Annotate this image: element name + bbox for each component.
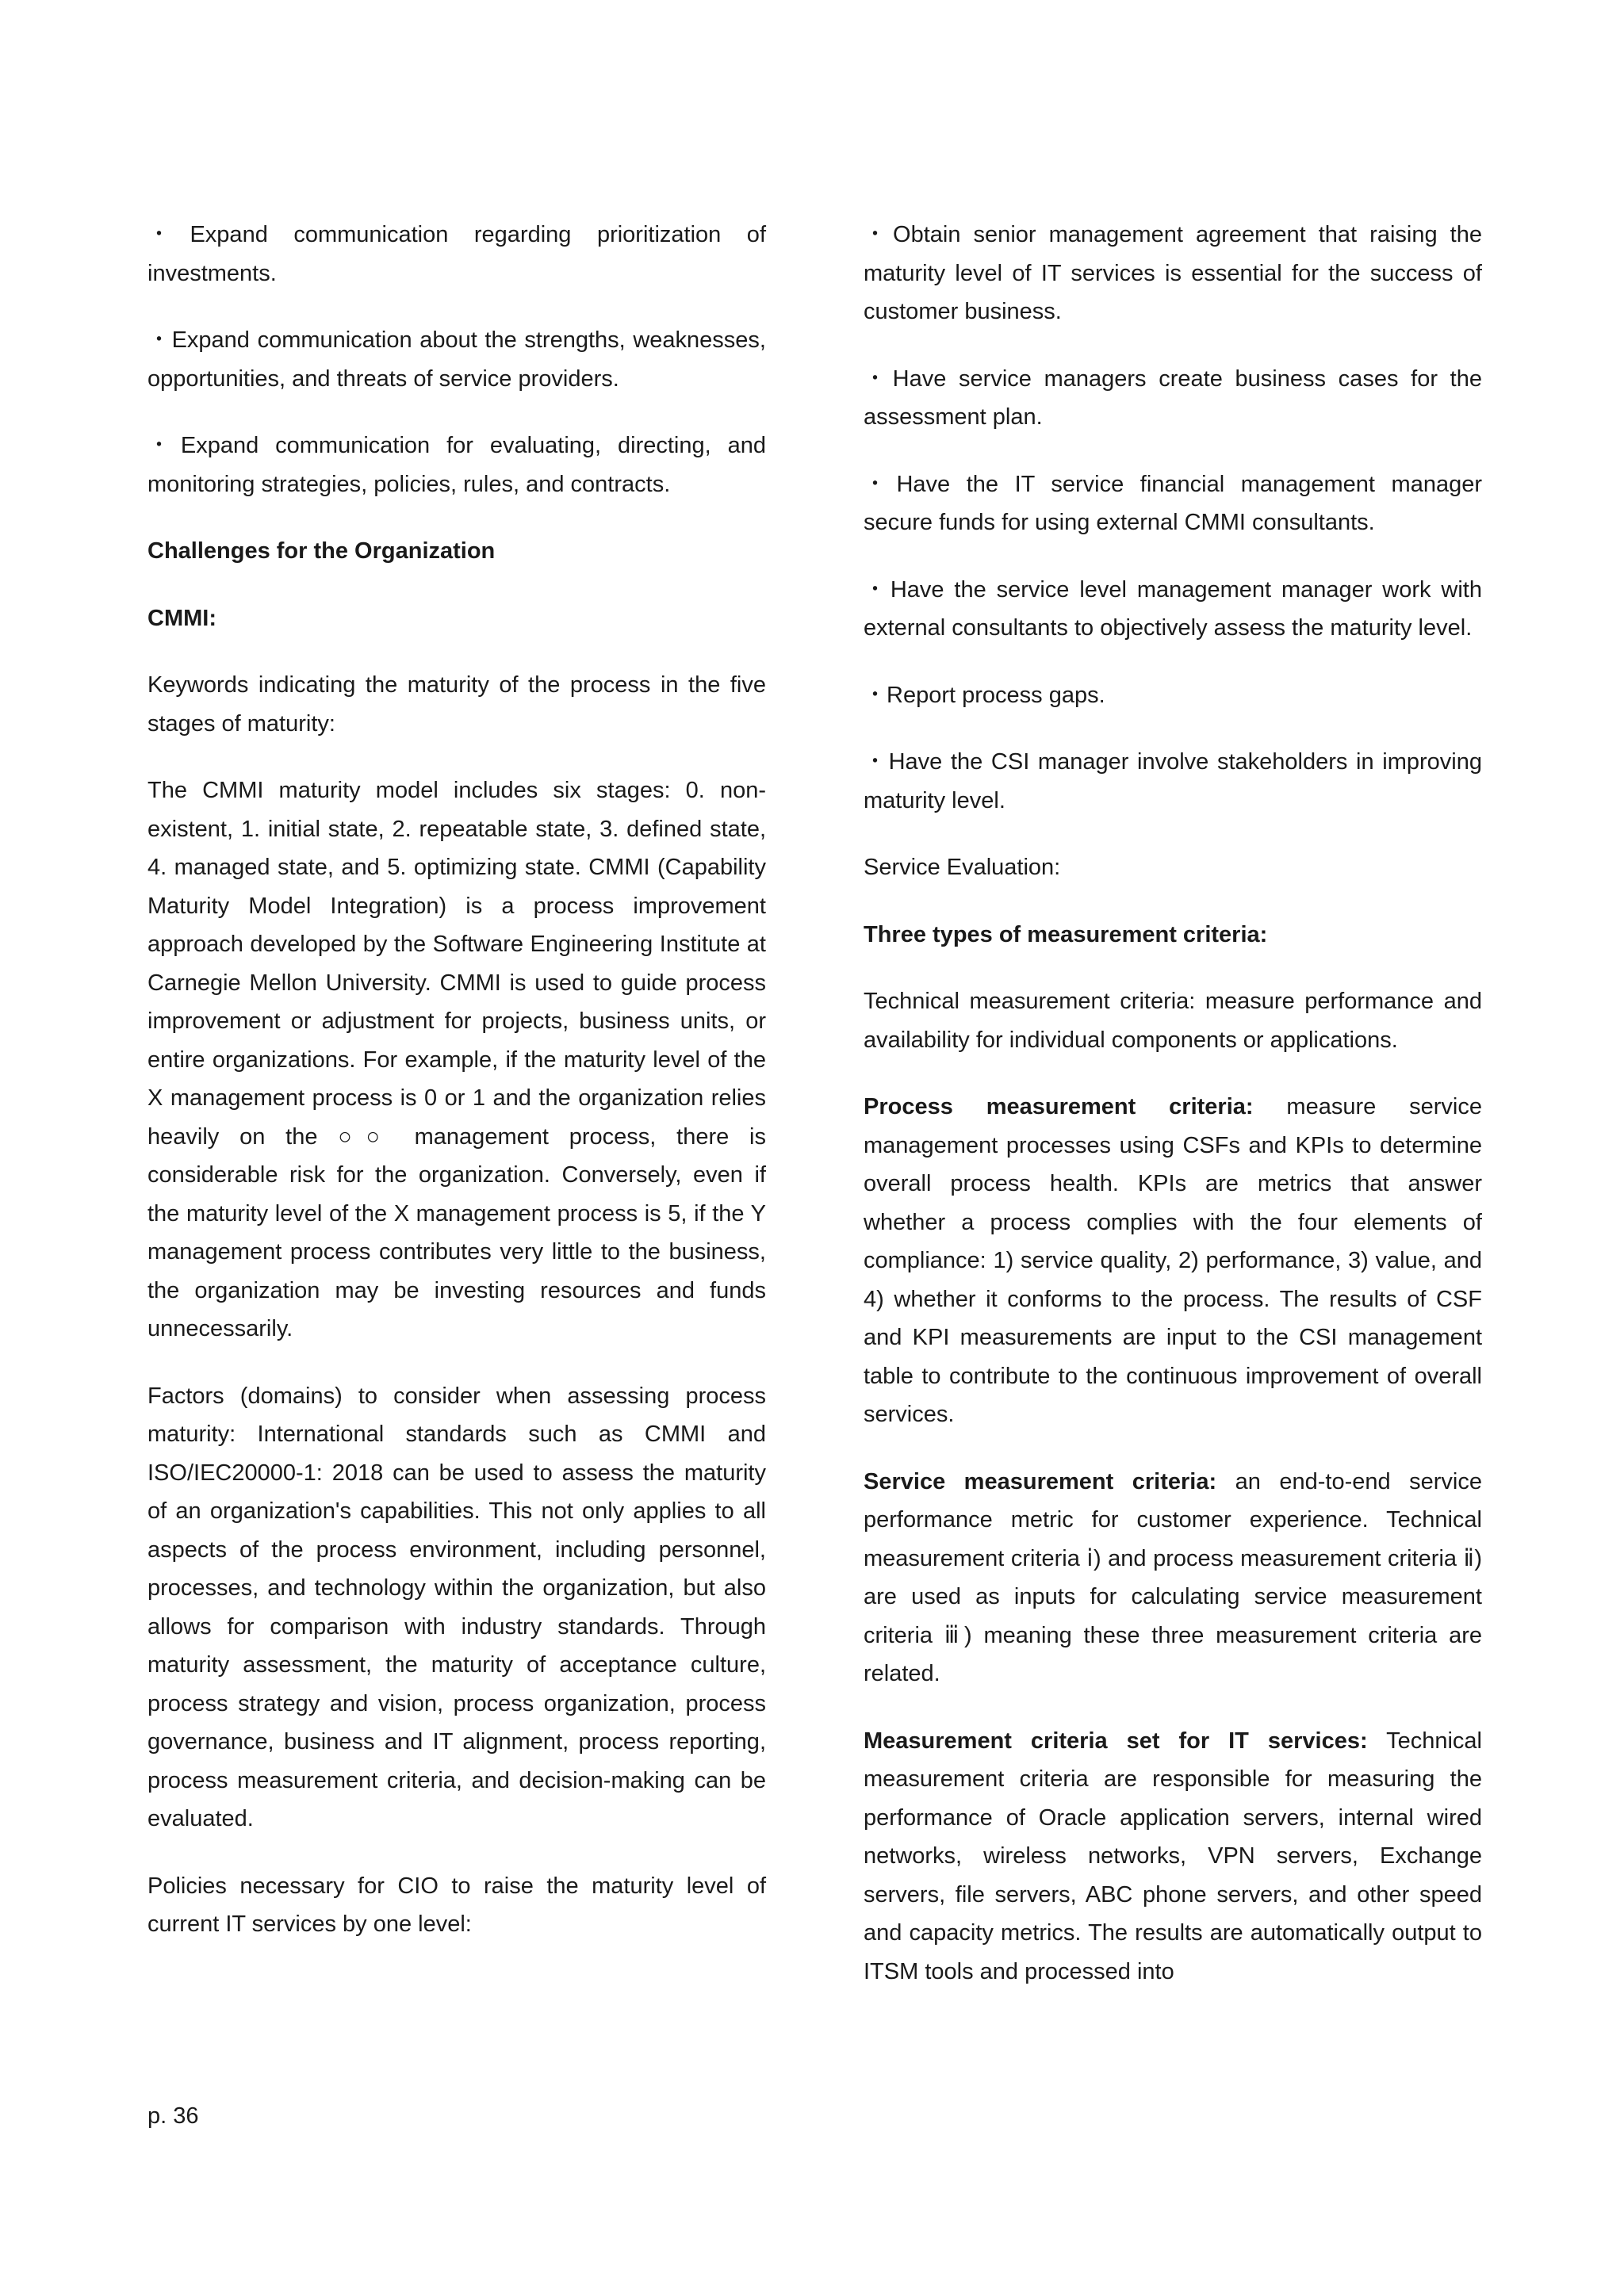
paragraph-keywords: Keywords indicating the maturity of the process in the five stages of maturity: (147, 672, 766, 737)
paragraph-cmmi-model: The CMMI maturity model includes six stages: 0. non-existent, 1. initial state, 2. repeatable state, 3. defined state, 4. managed state, and 5. optimizing state. CMMI (Capability Maturity Model Integration) is a process improvement approach developed by the Software Engineering Institute at Carnegie Mellon University. CMMI is used to guide process improvement or adjustment for projects, business units, or entire organizations. For example, if the maturity level of the X management process is 0 or 1 and the organization relies heavily on the ○○ management process, there is considerable risk for the organization. Conversely, even if the maturity level of the X management process is 5, if the Y management process contributes very little to the business, the organization may be investing resources and funds unnecessarily. (147, 778, 766, 1341)
right-column (864, 216, 1482, 2019)
paragraph-it-services-criteria (864, 1722, 1482, 1992)
bullet-item: ・Obtain senior management agreement that raising the maturity level of IT services is essential for the success of customer business. (864, 222, 1482, 324)
process-criteria-label: Process measurement criteria: (864, 1094, 1254, 1119)
left-column (147, 216, 766, 1973)
paragraph-service-criteria (864, 1463, 1482, 1693)
section-heading-three-types: Three types of measurement criteria: (864, 921, 1268, 947)
service-criteria-text: an end-to-end service performance metric for customer experience. Technical measurement criteria ⅰ) and process measurement criteria ⅱ) are used as inputs for calculating service measurement criteria ⅲ) meaning these three measurement criteria are related. (864, 1468, 1482, 1686)
bullet-item: ・Expand communication for evaluating, directing, and monitoring strategies, policies, rules, and contracts. (147, 433, 766, 497)
it-services-criteria-text: Technical measurement criteria are responsible for measuring the performance of Oracle application servers, internal wired networks, wireless networks, VPN servers, Exchange servers, file servers, ABC phone servers, and other speed and capacity metrics. The results are automatically output to ITSM tools and processed into (864, 1728, 1483, 1984)
paragraph-technical-criteria: Technical measurement criteria: measure performance and availability for individual components or applications. (864, 989, 1482, 1053)
bullet-item: ・Have the CSI manager involve stakeholders in improving maturity level. (864, 749, 1482, 813)
service-criteria-label: Service measurement criteria: (864, 1468, 1217, 1494)
bullet-item: ・Have the service level management manager work with external consultants to objectively assess the maturity level. (864, 576, 1482, 641)
process-criteria-text: measure service management processes using CSFs and KPIs to determine overall process health. KPIs are metrics that answer whether a process complies with the four elements of compliance: 1) service quality, 2) performance, 3) value, and 4) whether it conforms to the process. The results of CSF and KPI measurements are input to the CSI management table to contribute to the continuous improvement of overall services. (864, 1094, 1482, 1427)
it-services-criteria-label: Measurement criteria set for IT services: (864, 1728, 1368, 1754)
bullet-item: ・Report process gaps. (864, 682, 1105, 708)
section-heading-cmmi: CMMI: (147, 605, 216, 631)
bullet-item: ・Expand communication about the strengths, weaknesses, opportunities, and threats of service providers. (147, 327, 766, 392)
page-number: p. 36 (147, 2103, 199, 2129)
bullet-item: ・Expand communication regarding prioritization of investments. (147, 222, 766, 286)
section-heading-challenges: Challenges for the Organization (147, 538, 496, 564)
paragraph-service-evaluation: Service Evaluation: (864, 855, 1061, 880)
paragraph-process-criteria (864, 1088, 1482, 1434)
paragraph-factors: Factors (domains) to consider when assessing process maturity: International standards such as CMMI and ISO/IEC20000-1: 2018 can be used to assess the maturity of an organization's capabilities. This not only applies to all aspects of the process environment, including personnel, processes, and technology within the organization, but also allows for comparison with industry standards. Through maturity assessment, the maturity of acceptance culture, process strategy and vision, process organization, process governance, business and IT alignment, process reporting, process measurement criteria, and decision-making can be evaluated. (147, 1383, 766, 1831)
paragraph-policies: Policies necessary for CIO to raise the maturity level of current IT services by one level: (147, 1873, 766, 1937)
bullet-item: ・Have service managers create business cases for the assessment plan. (864, 365, 1482, 430)
bullet-item: ・Have the IT service financial management manager secure funds for using external CMMI consultants. (864, 471, 1482, 535)
